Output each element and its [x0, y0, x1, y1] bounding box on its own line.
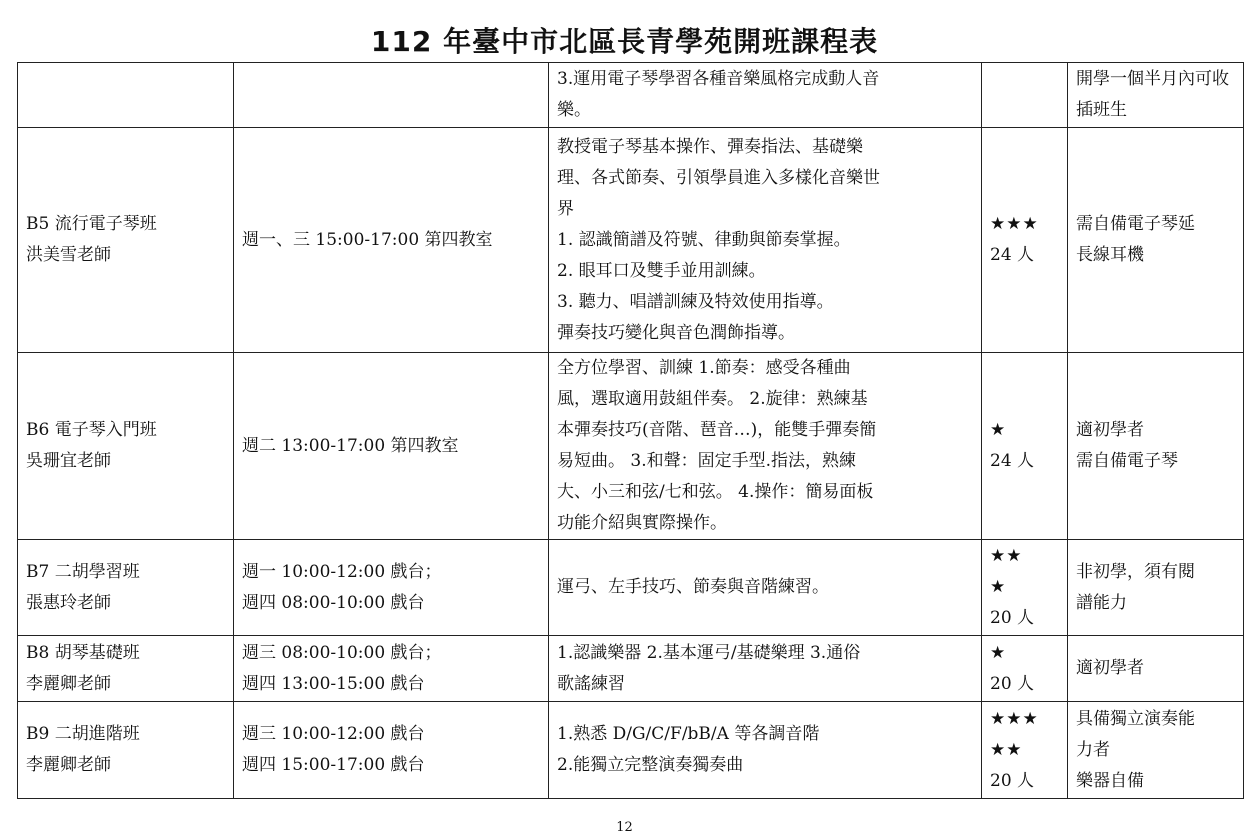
content-line: 界: [557, 198, 574, 219]
rating-cell: [982, 63, 1068, 128]
teacher-name: 李麗卿老師: [26, 673, 111, 694]
note-line: 適初學者: [1076, 420, 1144, 440]
notes-cell: [1068, 540, 1244, 636]
notes-cell: [1068, 128, 1244, 353]
star-rating: ★: [990, 420, 1007, 440]
content-line: 理、各式節奏、引領學員進入多樣化音樂世: [557, 167, 880, 188]
note-line: 需自備電子琴: [1076, 451, 1178, 471]
star-rating: ★★★: [990, 708, 1039, 729]
table-row: [18, 63, 1244, 128]
note-line: 譜能力: [1076, 592, 1127, 613]
content-line: 彈奏技巧變化與音色潤飾指導。: [557, 322, 795, 343]
content-line: 全方位學習、訓練 1.節奏：感受各種曲: [557, 358, 851, 378]
table-row: [18, 636, 1244, 702]
schedule-line: 週一 10:00-12:00 戲台；: [242, 561, 442, 582]
capacity: 20 人: [990, 608, 1035, 628]
rating-cell: [982, 128, 1068, 353]
teacher-name: 吳珊宜老師: [26, 451, 111, 471]
course-table: [17, 62, 1244, 799]
teacher-name: 洪美雪老師: [26, 245, 111, 265]
course-cell: [18, 636, 234, 702]
capacity: 20 人: [990, 673, 1035, 694]
note-line: 開學一個半月內可收: [1076, 69, 1229, 89]
note-line: 非初學，須有閱: [1076, 561, 1195, 582]
capacity: 24 人: [990, 451, 1035, 471]
schedule-cell: [234, 636, 549, 702]
content-cell: [549, 540, 982, 636]
content-line: 1. 認識簡譜及符號、律動與節奏掌握。: [557, 229, 851, 250]
content-line: 教授電子琴基本操作、彈奏指法、基礎樂: [557, 136, 863, 157]
content-line: 大、小三和弦/七和弦。 4.操作：簡易面板: [557, 482, 874, 502]
content-cell: [549, 353, 982, 540]
content-line: 功能介紹與實際操作。: [557, 513, 727, 533]
schedule-line: 週四 08:00-10:00 戲台: [242, 592, 425, 613]
schedule-cell: [234, 353, 549, 540]
table-row: [18, 128, 1244, 353]
page-title: 112 年臺中市北區長青學苑開班課程表: [370, 25, 879, 58]
page-number: 12: [616, 820, 633, 835]
content-line: 風，選取適用鼓組伴奏。 2.旋律：熟練基: [557, 389, 868, 409]
course-name: B9 二胡進階班: [26, 724, 140, 744]
schedule-cell: [234, 702, 549, 799]
schedule-line: 週一、三 15:00-17:00 第四教室: [242, 229, 493, 250]
star-rating: ★★: [990, 546, 1023, 566]
table-row: [18, 353, 1244, 540]
course-name: B5 流行電子琴班: [26, 214, 157, 234]
notes-cell: [1068, 353, 1244, 540]
content-cell: [549, 636, 982, 702]
content-cell: [549, 63, 982, 128]
note-line: 適初學者: [1076, 658, 1144, 678]
course-cell: [18, 63, 234, 128]
course-name: B8 胡琴基礎班: [26, 642, 140, 663]
schedule-line: 週三 08:00-10:00 戲台；: [242, 642, 442, 663]
capacity: 20 人: [990, 770, 1035, 791]
note-line: 長線耳機: [1076, 245, 1144, 265]
note-line: 需自備電子琴延: [1076, 214, 1195, 234]
teacher-name: 張惠玲老師: [26, 592, 111, 613]
content-line: 歌謠練習: [557, 673, 625, 694]
content-line: 易短曲。 3.和聲：固定手型.指法，熟練: [557, 451, 857, 471]
content-line: 3.運用電子琴學習各種音樂風格完成動人音: [557, 69, 880, 89]
note-line: 插班生: [1076, 100, 1127, 120]
schedule-line: 週四 15:00-17:00 戲台: [242, 755, 425, 775]
course-name: B6 電子琴入門班: [26, 420, 157, 440]
schedule-line: 週四 13:00-15:00 戲台: [242, 673, 425, 694]
note-line: 具備獨立演奏能: [1076, 708, 1195, 729]
schedule-cell: [234, 63, 549, 128]
content-cell: [549, 128, 982, 353]
schedule-cell: [234, 540, 549, 636]
content-line: 1.熟悉 D/G/C/F/bB/A 等各調音階: [557, 724, 820, 744]
notes-cell: [1068, 702, 1244, 799]
schedule-cell: [234, 128, 549, 353]
star-rating: ★: [990, 577, 1007, 597]
content-cell: [549, 702, 982, 799]
schedule-line: 週二 13:00-17:00 第四教室: [242, 435, 459, 456]
rating-cell: [982, 540, 1068, 636]
rating-cell: [982, 702, 1068, 799]
table-row: [18, 540, 1244, 636]
note-line: 力者: [1076, 739, 1110, 760]
star-rating: ★★: [990, 739, 1023, 760]
content-line: 本彈奏技巧(音階、琶音…)，能雙手彈奏簡: [557, 420, 877, 440]
notes-cell: [1068, 63, 1244, 128]
notes-cell: [1068, 636, 1244, 702]
course-cell: [18, 540, 234, 636]
course-cell: [18, 702, 234, 799]
course-cell: [18, 353, 234, 540]
content-line: 運弓、左手技巧、節奏與音階練習。: [557, 577, 829, 597]
rating-cell: [982, 636, 1068, 702]
table-row: [18, 702, 1244, 799]
rating-cell: [982, 353, 1068, 540]
content-line: 3. 聽力、唱譜訓練及特效使用指導。: [557, 291, 834, 312]
star-rating: ★: [990, 642, 1007, 663]
capacity: 24 人: [990, 245, 1035, 265]
star-rating: ★★★: [990, 214, 1039, 234]
content-line: 1.認識樂器 2.基本運弓/基礎樂理 3.通俗: [557, 642, 861, 663]
course-name: B7 二胡學習班: [26, 561, 140, 582]
content-line: 2.能獨立完整演奏獨奏曲: [557, 755, 744, 775]
content-line: 樂。: [557, 100, 591, 120]
note-line: 樂器自備: [1076, 770, 1144, 791]
teacher-name: 李麗卿老師: [26, 755, 111, 775]
content-line: 2. 眼耳口及雙手並用訓練。: [557, 260, 766, 281]
course-cell: [18, 128, 234, 353]
schedule-line: 週三 10:00-12:00 戲台: [242, 724, 425, 744]
